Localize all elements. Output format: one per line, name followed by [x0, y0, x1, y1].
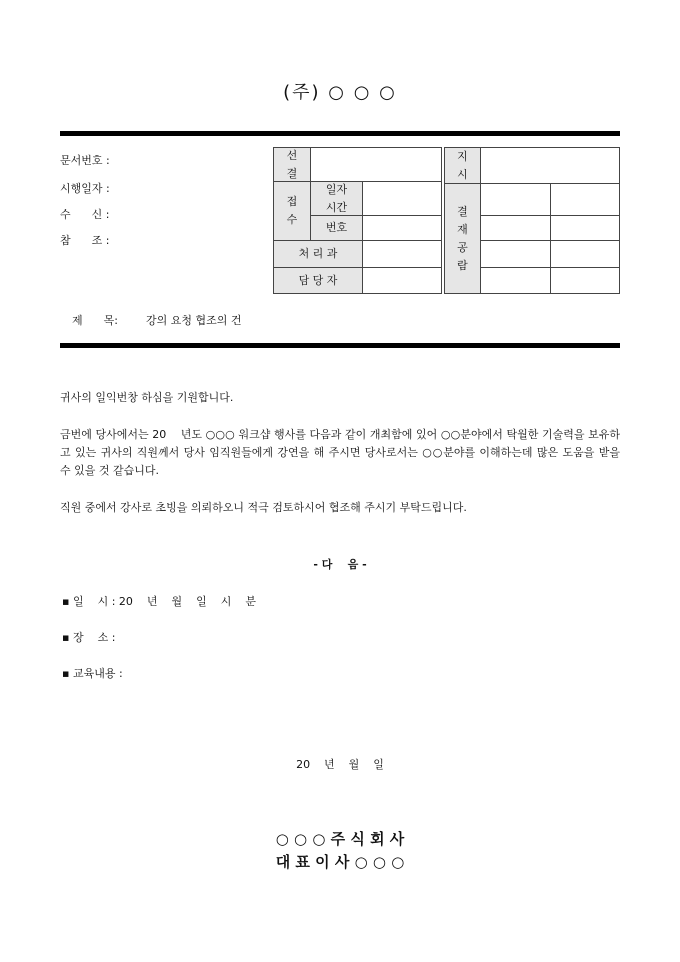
date-time-label: 일자 시간	[310, 181, 363, 216]
prior-approval-field[interactable]	[310, 147, 442, 182]
subject-label: 제 목:	[72, 314, 118, 327]
person-label: 담 당 자	[273, 267, 363, 294]
ceo-signature: 대 표 이 사 ○ ○ ○	[275, 853, 405, 871]
reference-label: 참 조 :	[60, 234, 110, 247]
approval-cell[interactable]	[480, 267, 551, 294]
greeting-paragraph: 귀사의 일익번창 하심을 기원합니다.	[60, 391, 234, 404]
detail-text: 교육내용 :	[72, 667, 123, 680]
approval-cell[interactable]	[480, 240, 551, 268]
detail-text: 장 소 :	[72, 631, 116, 644]
approval-cell[interactable]	[550, 267, 620, 294]
approval-cell[interactable]	[480, 183, 551, 216]
instruction-field[interactable]	[480, 147, 620, 184]
document-title: (주) ○ ○ ○	[283, 82, 397, 103]
approval-cell[interactable]	[480, 215, 551, 241]
number-label: 번호	[310, 215, 363, 241]
approval-cell[interactable]	[550, 240, 620, 268]
date-time-field[interactable]	[362, 181, 442, 216]
detail-item-time: ▪ 일 시 : 20 년 월 일 시 분	[62, 595, 256, 608]
subject-value: 강의 요청 협조의 건	[146, 314, 242, 327]
bottom-divider	[60, 343, 620, 348]
top-divider	[60, 131, 620, 136]
details-heading: - 다 음 -	[313, 558, 367, 571]
person-field[interactable]	[362, 267, 442, 294]
detail-text: 일 시 : 20 년 월 일 시 분	[72, 595, 256, 608]
approval-cell[interactable]	[550, 215, 620, 241]
dept-field[interactable]	[362, 240, 442, 268]
number-field[interactable]	[362, 215, 442, 241]
recipient-label: 수 신 :	[60, 208, 110, 221]
prior-approval-label: 선 결	[273, 147, 311, 182]
detail-item-place: ▪ 장 소 :	[62, 631, 116, 644]
document-date: 20 년 월 일	[296, 758, 384, 771]
doc-number-label: 문서번호 :	[60, 154, 110, 167]
receipt-label: 접 수	[273, 181, 311, 241]
detail-item-content: ▪ 교육내용 :	[62, 667, 123, 680]
approval-review-label: 결 재 공 람	[444, 183, 481, 294]
dept-label: 처 리 과	[273, 240, 363, 268]
instruction-label: 지 시	[444, 147, 481, 184]
issue-date-label: 시행일자 :	[60, 182, 110, 195]
closing-paragraph: 직원 중에서 강사로 초빙을 의뢰하오니 적극 검토하시어 협조해 주시기 부탁드립니다.	[60, 501, 467, 514]
approval-cell[interactable]	[550, 183, 620, 216]
company-name: ○ ○ ○ 주 식 회 사	[275, 830, 405, 848]
request-paragraph: 금번에 당사에서는 20 년도 ○○○ 워크샵 행사를 다음과 같이 개최함에 있어 ○○분야에서 탁월한 기술력을 보유하고 있는 귀사의 직원께서 당사 임직원들에게 강연을 해 주시면 당사로서는 ○○분야를 이해하는데 많은 도움을 받을 수 있을 것 같습니다.	[60, 428, 624, 477]
